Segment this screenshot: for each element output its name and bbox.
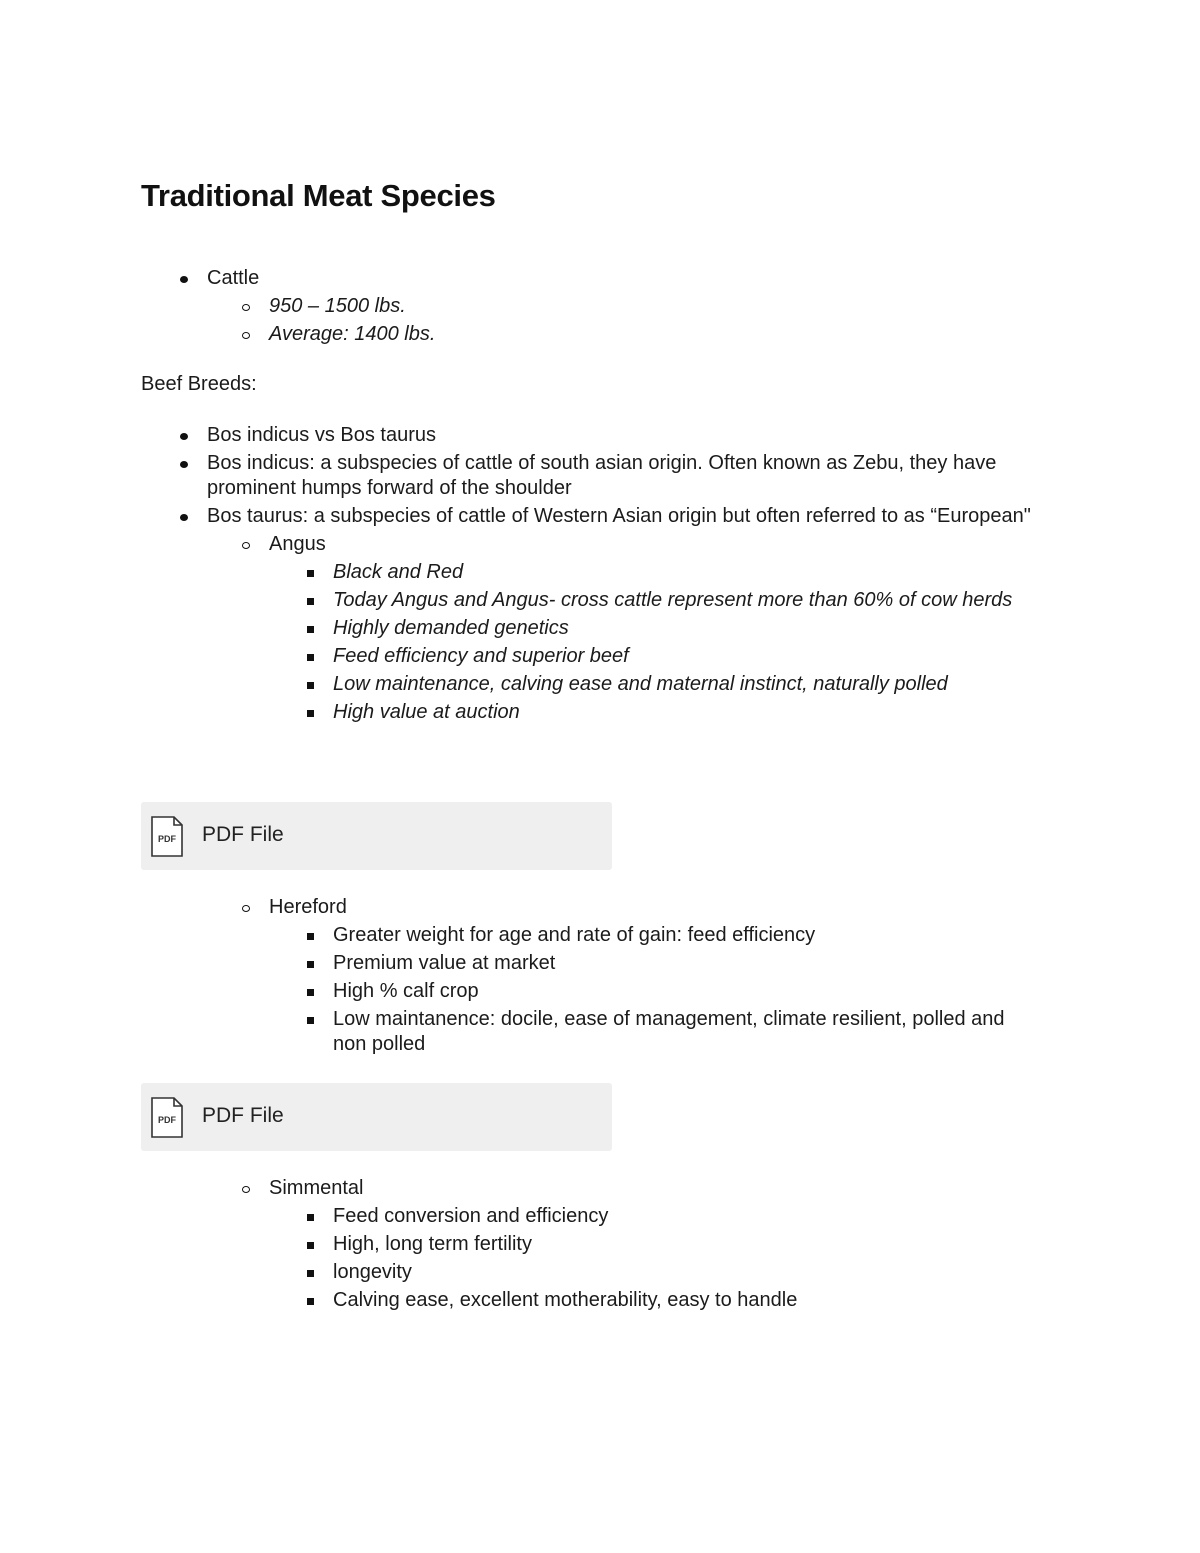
list-item: Feed conversion and efficiency xyxy=(0,1204,1200,1229)
bullet-square xyxy=(307,989,314,996)
list-item: Feed efficiency and superior beef xyxy=(0,644,1200,669)
simmental-list xyxy=(0,1176,1200,1313)
bullet-circle xyxy=(242,542,250,549)
svg-text:PDF: PDF xyxy=(158,1115,176,1125)
bullet-square xyxy=(307,598,314,605)
list-item: Bos indicus vs Bos taurus xyxy=(0,423,1200,448)
list-item: Black and Red xyxy=(0,560,1200,585)
list-item: Greater weight for age and rate of gain: feed efficiency xyxy=(0,923,1200,948)
bullet-disc xyxy=(180,461,188,468)
bullet-square xyxy=(307,1242,314,1249)
bullet-square xyxy=(307,1214,314,1221)
bullet-circle xyxy=(242,905,250,912)
list-item: High % calf crop xyxy=(0,979,1200,1004)
bullet-square xyxy=(307,1270,314,1277)
bullet-square xyxy=(307,961,314,968)
bullet-square xyxy=(307,710,314,717)
list-item: Calving ease, excellent motherability, easy to handle xyxy=(0,1288,1200,1313)
attachment-label: PDF File xyxy=(202,823,284,846)
bullet-square xyxy=(307,654,314,661)
page-title: Traditional Meat Species xyxy=(141,178,496,213)
bullet-square xyxy=(307,626,314,633)
bullet-circle xyxy=(242,304,250,311)
list-item: High, long term fertility xyxy=(0,1232,1200,1257)
list-item-hereford: Hereford xyxy=(0,895,1200,920)
list-item: Premium value at market xyxy=(0,951,1200,976)
list-item: Average: 1400 lbs. xyxy=(0,322,1200,347)
beef-breeds-heading: Beef Breeds: xyxy=(141,373,257,395)
list-item: longevity xyxy=(0,1260,1200,1285)
list-item: 950 – 1500 lbs. xyxy=(0,294,1200,319)
bullet-square xyxy=(307,682,314,689)
svg-text:PDF: PDF xyxy=(158,834,176,844)
list-item: Bos indicus: a subspecies of cattle of south asian origin. Often known as Zebu, they have prominent humps forward of the shoulder xyxy=(0,451,1200,501)
bullet-square xyxy=(307,570,314,577)
pdf-file-icon xyxy=(150,816,184,858)
list-item-cattle: Cattle xyxy=(0,266,1200,291)
attachment-label: PDF File xyxy=(202,1104,284,1127)
list-item-simmental: Simmental xyxy=(0,1176,1200,1201)
bullet-circle xyxy=(242,332,250,339)
pdf-file-icon xyxy=(150,1097,184,1139)
bullet-square xyxy=(307,1017,314,1024)
bullet-disc xyxy=(180,433,188,440)
list-item: Today Angus and Angus- cross cattle represent more than 60% of cow herds xyxy=(0,588,1200,613)
list-item: Highly demanded genetics xyxy=(0,616,1200,641)
cattle-list xyxy=(0,266,1200,347)
list-item: Low maintenance, calving ease and maternal instinct, naturally polled xyxy=(0,672,1200,697)
bullet-disc xyxy=(180,276,188,283)
bullet-square xyxy=(307,933,314,940)
bullet-circle xyxy=(242,1186,250,1193)
bullet-square xyxy=(307,1298,314,1305)
list-item: Low maintanence: docile, ease of management, climate resilient, polled and non polled xyxy=(0,1007,1200,1057)
pdf-attachment[interactable] xyxy=(141,802,612,870)
bullet-disc xyxy=(180,514,188,521)
hereford-list xyxy=(0,895,1200,1057)
breeds-list xyxy=(0,423,1200,725)
list-item-angus: Angus xyxy=(0,532,1200,557)
list-item: High value at auction xyxy=(0,700,1200,725)
pdf-attachment[interactable] xyxy=(141,1083,612,1151)
list-item: Bos taurus: a subspecies of cattle of Western Asian origin but often referred to as “European" xyxy=(0,504,1200,529)
